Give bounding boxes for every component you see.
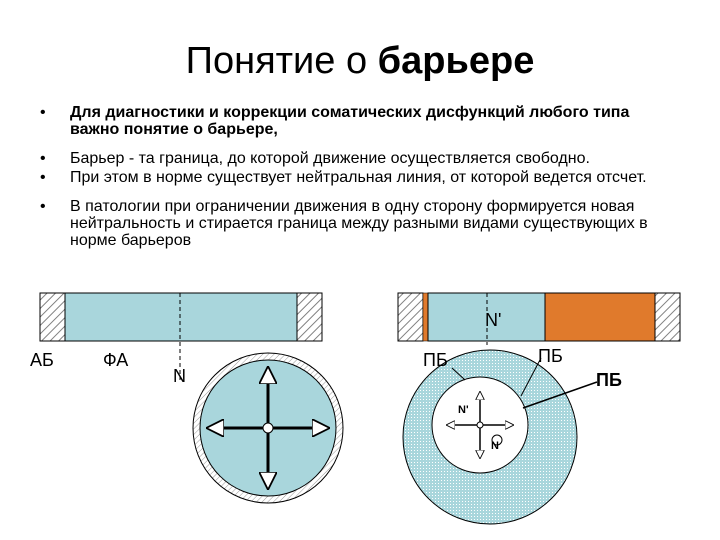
left-bar-hatch-right (297, 293, 322, 341)
left-bar-hatch-left (40, 293, 65, 341)
bullet-marker: • (40, 169, 46, 186)
bullet-text: При этом в норме существует нейтральная линия, от которой ведется отсчет. (70, 169, 647, 186)
label-n-prime-small: N' (458, 404, 469, 416)
label-n-left: N (173, 366, 186, 386)
right-circle (403, 350, 577, 524)
label-ab: АБ (30, 350, 54, 370)
right-bar-orange-block (545, 293, 655, 341)
label-pb-2: ПБ (538, 346, 563, 366)
label-pb-bold: ПБ (596, 370, 622, 390)
bullet-text: В патологии при ограничении движения в одну сторону формируется новая нейтральность и стирается граница между разными видами существующих в норме барьеров (70, 198, 648, 249)
bullet-marker: • (40, 104, 46, 121)
bullet-marker: • (40, 150, 46, 167)
right-bar-hatch-right (655, 293, 680, 341)
right-bar-orange-strip (423, 293, 428, 341)
center-point (263, 423, 273, 433)
left-circle (193, 353, 343, 503)
label-pb-1: ПБ (423, 350, 448, 370)
small-center-point (477, 422, 483, 428)
right-bar (398, 293, 680, 345)
bullet-text: Барьер - та граница, до которой движение осуществляется свободно. (70, 150, 590, 167)
title-bold: барьере (377, 40, 535, 82)
label-n-small: N (491, 440, 499, 452)
label-n-prime-bar: N' (485, 310, 502, 330)
label-fa: ФА (103, 350, 129, 370)
title-plain: Понятие о (185, 40, 378, 82)
bullet-text: Для диагностики и коррекции соматических дисфункций любого типа важно понятие о барьере, (70, 104, 630, 138)
left-bar-body (65, 293, 297, 341)
bullet-marker: • (40, 198, 46, 215)
right-bar-hatch-left (398, 293, 423, 341)
